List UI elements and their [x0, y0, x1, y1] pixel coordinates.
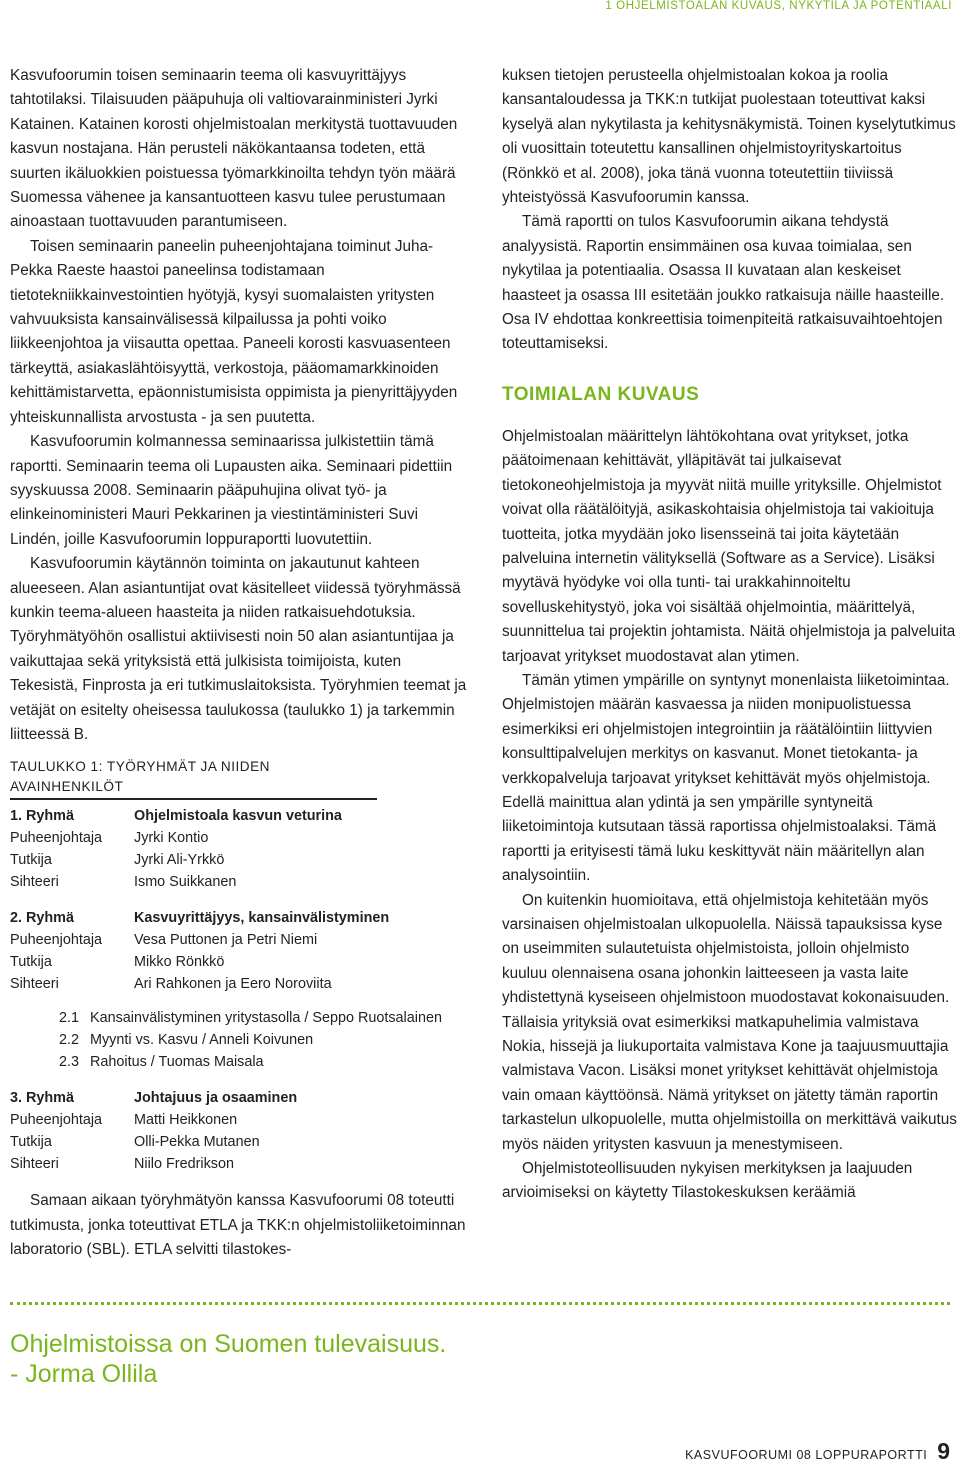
- role-label: Puheenjohtaja: [10, 932, 103, 949]
- table-row: [10, 973, 472, 995]
- role-label: Sihteeri: [10, 976, 59, 993]
- section-heading: TOIMIALAN KUVAUS: [502, 383, 700, 405]
- body-paragraph: Kasvufoorumin käytännön toiminta on jakautunut kahteen alueeseen. Alan asiantuntijat ovat käsitelleet viidessä työryhmässä kunkin teema-alueen haasteita ja niiden ratkaisuehdotuksia. Työryhmätyöhön osallistui aktiivisesti noin 50 alan asiantuntijaa ja vaikuttajaa sekä yrityksistä että julkisista toimijoista, kuten Tekesistä, Finprosta ja eri tutkimuslaitoksista. Työryhmien teemat ja vetäjät on esitelty oheisessa taulukossa (taulukko 1) ja tarkemmin liitteessä B.: [10, 555, 467, 743]
- subgroup-text: Myynti vs. Kasvu / Anneli Koivunen: [90, 1032, 314, 1049]
- table-row: [10, 1153, 472, 1175]
- right-column: [502, 64, 957, 1206]
- subgroup-list: [59, 1007, 472, 1073]
- table-row: [10, 929, 472, 951]
- body-paragraph: Tämä raportti on tulos Kasvufoorumin aikana tehdystä analyysistä. Raportin ensimmäinen osa kuvaa toimialaa, sen nykytilaa ja potentiaalia. Osassa II kuvataan alan keskeiset haasteet ja osassa III esitetään joukko ratkaisuja näille haasteille. Osa IV ehdottaa konkreettisia toimenpiteitä ratkaisuvaihtoehtojen toteuttamiseksi.: [502, 213, 945, 353]
- role-label: Puheenjohtaja: [10, 830, 103, 847]
- table-row: [10, 951, 472, 973]
- table-row: [10, 1087, 472, 1109]
- page-number: 9: [937, 1438, 950, 1464]
- group-theme: Ohjelmistoala kasvun veturina: [134, 808, 342, 825]
- role-label: Sihteeri: [10, 874, 59, 891]
- quote-text: Ohjelmistoissa on Suomen tulevaisuus.: [10, 1330, 447, 1358]
- person-name: Matti Heikkonen: [134, 1112, 238, 1129]
- pull-quote: [10, 1329, 610, 1389]
- group-label: 3. Ryhmä: [10, 1090, 74, 1107]
- person-name: Mikko Rönkkö: [134, 954, 225, 971]
- person-name: Niilo Fredrikson: [134, 1156, 234, 1173]
- role-label: Tutkija: [10, 1134, 52, 1151]
- subgroup-text: Rahoitus / Tuomas Maisala: [90, 1054, 264, 1071]
- body-paragraph: Toisen seminaarin paneelin puheenjohtajana toiminut Juha-Pekka Raeste haastoi paneelinsa todistamaan tietotekniikkainvestointien hyötyjä, kysyi suomalaisten yritysten vahvuuksista kansainvälisessä kilpailussa ja pohti voiko liikkeenjohtoa ja viisautta opettaa. Paneeli korosti kasvuasenteen tärkeyttä, asiakaslähtöisyyttä, verkostoja, pääomamarkkinoiden kehittämistarvetta, epäonnistumisista oppimista ja pienyrittäjyyden yhteiskunnallista arvostusta - ja sen puutetta.: [10, 237, 458, 426]
- body-paragraph: Kasvufoorumin kolmannessa seminaarissa julkistettiin tämä raportti. Seminaarin teema oli Lupausten aika. Seminaari pidettiin syyskuussa 2008. Seminaarin pääpuhujina olivat työ- ja elinkeinoministeri Mauri Pekkarinen ja viestintäministeri Suvi Lindén, joille Kasvufoorumin loppuraportti luovutettiin.: [10, 433, 453, 548]
- role-label: Puheenjohtaja: [10, 1112, 103, 1129]
- person-name: Ismo Suikkanen: [134, 874, 237, 891]
- role-label: Tutkija: [10, 954, 52, 971]
- subgroup-text: Kansainvälistyminen yritystasolla / Seppo Ruotsalainen: [90, 1010, 442, 1027]
- group-theme: Johtajuus ja osaaminen: [134, 1090, 298, 1107]
- table-row: [10, 1109, 472, 1131]
- body-paragraph: On kuitenkin huomioitava, että ohjelmistoja kehitetään myös varsinaisen ohjelmistoalan ulkopuolella. Näissä tapauksissa kyse on useimmiten sulautetuista ohjelmistoista, jolloin ohjelmisto kuuluu olennaisena osana johonkin laitteeseen ja vasta laite yhdistettynä kyseiseen ohjelmistoon muodostavat kokonaisuuden. Tällaisia yrityksiä ovat esimerkiksi matkapuhelimia valmistava Nokia, hissejä ja liukuportaita valmistava Kone ja taajuusmuuttajia valmistava Vacon. Lisäksi monet yritykset kehittävät ohjelmistoja vain omaan käyttöönsä. Nämä yritykset on jätetty tämän raportin tarkastelun ulkopuolelle, mutta ohjelmistoilla on merkittävä vaikutus myös näiden yritysten kasvuun ja menestymiseen.: [502, 891, 957, 1153]
- body-paragraph: Tämän ytimen ympärille on syntynyt monenlaista liiketoimintaa. Ohjelmistojen määrän kasvaessa ja niiden monipuolistuessa esimerkiksi eri ohjelmistojen integrointiin ja räätälöintiin liittyvien konsulttipalvelujen merkitys on kasvanut. Monet tietokanta- ja verkkopalveluja tarjoavat yritykset kehittävät myös ohjelmistoja. Edellä mainittua alan ydintä ja sen ympärille syntyneitä liiketoimintoja kutsutaan tässä raportissa ohjelmistoalaksi. Tämä raportti ja erityisesti tämä luku keskittyvät näin määritellyn alan analysointiin.: [502, 671, 950, 885]
- subgroup-number: 2.2: [59, 1032, 80, 1049]
- page-footer: [685, 1438, 950, 1465]
- table-group-1: [10, 805, 472, 893]
- person-name: Olli-Pekka Mutanen: [134, 1134, 260, 1151]
- person-name: Vesa Puttonen ja Petri Niemi: [134, 932, 318, 949]
- role-label: Sihteeri: [10, 1156, 59, 1173]
- table-row: [10, 827, 472, 849]
- body-paragraph: Ohjelmistoalan määrittelyn lähtökohtana ovat yritykset, jotka päätoimenaan kehittävät, ylläpitävät tai julkaisevat tietokoneohjelmistoja ja myyvät niitä muille yrityksille. Ohjelmistot voivat olla räätälöityjä, asikaskohtaisia ohjelmistoja tai vakioituja tuotteita, jotka myydään joko lisensseinä tai joita käytetään palveluina internetin välityksellä (Software as a Service). Lisäksi myytävä hyödyke voi olla tunti- tai urakkahinnoiteltu sovelluskehitystyö, joka voi sisältää ohjelmointia, määrittelyä, suunnittelua tai projektin johtamista. Näitä ohjelmistoja ja palveluita tarjoavat yritykset muodostavat alan ytimen.: [502, 427, 956, 665]
- subgroup-number: 2.1: [59, 1010, 80, 1027]
- table-row: [10, 805, 472, 827]
- table-title: TAULUKKO 1: TYÖRYHMÄT JA NIIDEN AVAINHENKILÖT: [10, 757, 377, 800]
- subgroup-row: [59, 1029, 472, 1051]
- table-group-2: [10, 907, 472, 1073]
- role-label: Tutkija: [10, 852, 52, 869]
- dotted-divider: [10, 1302, 950, 1305]
- group-theme: Kasvuyrittäjyys, kansainvälistyminen: [134, 910, 390, 927]
- table-row: [10, 871, 472, 893]
- person-name: Ari Rahkonen ja Eero Noroviita: [134, 976, 332, 993]
- subgroup-row: [59, 1051, 472, 1073]
- group-label: 1. Ryhmä: [10, 808, 74, 825]
- group-label: 2. Ryhmä: [10, 910, 74, 927]
- person-name: Jyrki Ali-Yrkkö: [134, 852, 225, 869]
- subgroup-number: 2.3: [59, 1054, 80, 1071]
- table-row: [10, 849, 472, 871]
- running-header: 1 OHJELMISTOALAN KUVAUS, NYKYTILA JA POTENTIAALI: [605, 0, 952, 12]
- body-paragraph: Samaan aikaan työryhmätyön kanssa Kasvufoorumi 08 toteutti tutkimusta, jonka toteuttivat ETLA ja TKK:n ohjelmistoliiketoiminnan laboratorio (SBL). ETLA selvitti tilastokes-: [10, 1192, 466, 1259]
- workgroup-table: [10, 757, 472, 1175]
- body-paragraph: Kasvufoorumin toisen seminaarin teema oli kasvuyrittäjyys tahtotilaksi. Tilaisuuden pääpuhuja oli valtiovarainministeri Jyrki Katainen. Katainen korosti ohjelmistoalan merkitystä tuottavuuden kasvun nostajana. Hän perusteli näkökantaansa todeten, että suurten ikäluokkien poistuessa työmarkkinoilta tehdyn työn määrä Suomessa vähenee ja kansantuotteen kasvu tulee perustumaan ainoastaan tuottavuuden parantumiseen.: [10, 67, 458, 231]
- person-name: Jyrki Kontio: [134, 830, 209, 847]
- left-column: [10, 64, 472, 1263]
- subgroup-row: [59, 1007, 472, 1029]
- table-row: [10, 907, 472, 929]
- table-row: [10, 1131, 472, 1153]
- quote-author: - Jorma Ollila: [10, 1360, 158, 1388]
- body-paragraph: Ohjelmistoteollisuuden nykyisen merkityksen ja laajuuden arvioimiseksi on käytetty Tilastokeskuksen keräämiä: [502, 1160, 913, 1202]
- body-paragraph: kuksen tietojen perusteella ohjelmistoalan kokoa ja roolia kansantaloudessa ja TKK:n tutkijat puolestaan toteuttivat kaksi kyselyä alan nykytilasta ja kehitysnäkymistä. Toinen kyselytutkimus oli vuosittain toteutettu kansallinen ohjelmistoyrityskartoitus (Rönkkö et al. 2008), joka tänä vuonna toteutettiin tiiviissä yhteistyössä Kasvufoorumin kanssa.: [502, 67, 956, 207]
- table-group-3: [10, 1087, 472, 1175]
- report-name: KASVUFOORUMI 08 LOPPURAPORTTI: [685, 1448, 928, 1462]
